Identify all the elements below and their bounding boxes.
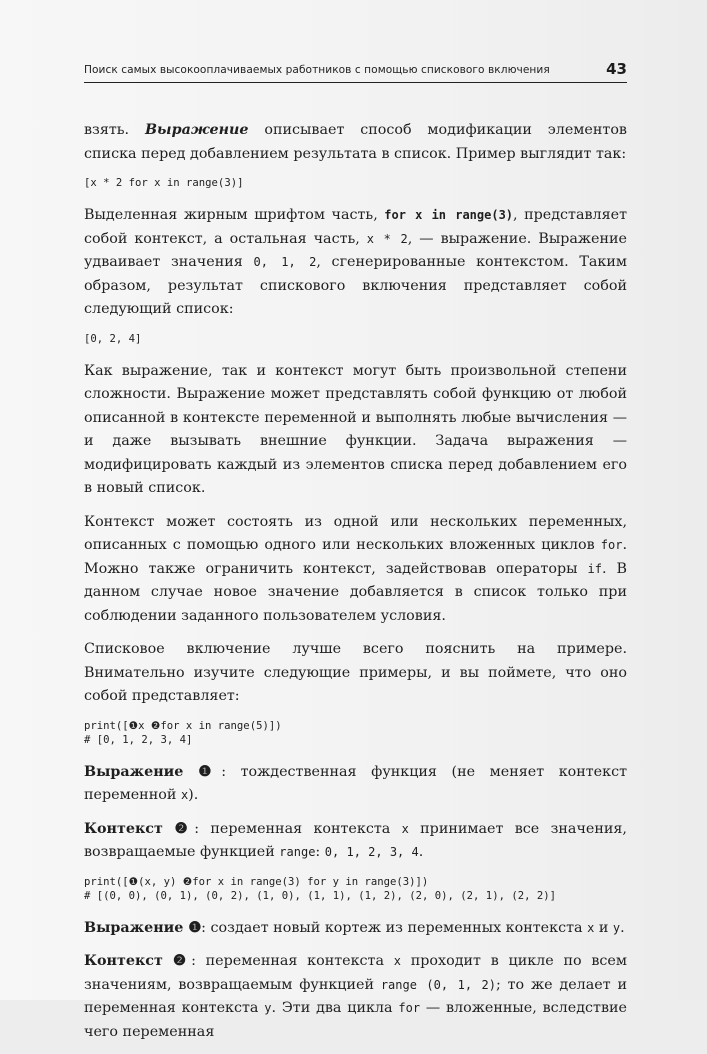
paragraph xyxy=(84,204,627,322)
code-block: [0, 2, 4] xyxy=(84,332,142,345)
text-run: : создает новый кортеж из переменных контекста xyxy=(201,919,588,936)
page-body xyxy=(84,119,627,1054)
text-run: ). xyxy=(188,787,199,803)
inline-code: for x in range(3) xyxy=(384,208,514,222)
paragraph xyxy=(84,119,627,166)
inline-code: x xyxy=(393,954,401,968)
text-run: — вложенные, вследствие чего переменная xyxy=(84,1000,627,1040)
text-run: взять. xyxy=(84,122,145,138)
text-run: описывает способ модификации элементов списка перед добавлением результата в список. Пример выглядит так: xyxy=(84,122,627,162)
text-run: . Эти два цикла xyxy=(271,1000,399,1016)
running-header xyxy=(84,58,627,83)
term-label: Выражение ❶ xyxy=(84,763,222,780)
inline-code: x xyxy=(180,788,189,802)
paragraph: Списковое включение лучше всего пояснить на примере. Внимательно изучите следующие примеры, и вы поймете, что оно собой представляет: xyxy=(84,641,627,704)
code-block: [x * 2 for x in range(3)] xyxy=(84,177,244,189)
text-run: и xyxy=(594,919,613,936)
text-run: проходит в цикле по всем значениям, возвращаемым функцией xyxy=(84,953,627,993)
inline-code: for xyxy=(600,538,623,552)
paragraph: Как выражение, так и контекст могут быть произвольной степени сложности. Выражение может представлять собой функцию от любой описанной в контексте переменной и выполнять любые вычисления — и даже вызывать внешние функции. Задача выражения — модифицировать каждый из элементов списка перед добавлением его в новый список. xyxy=(84,362,627,496)
inline-code: if xyxy=(587,561,602,576)
paragraph xyxy=(84,818,627,865)
term-label: Контекст ❷ xyxy=(84,953,192,969)
term-label: Выражение ❶ xyxy=(84,919,202,936)
text-run: ; то же делает и переменная контекста xyxy=(84,976,627,1016)
text-run: , сгенерированные контекстом. Таким образом, результат спискового включения представляет собой следующий список: xyxy=(84,254,627,317)
paragraph xyxy=(84,761,627,808)
code-block: print([❶(x, y) ❷for x in range(3) for y in range(3)]) # [(0, 0), (0, 1), (0, 2), (1, 0), (1, 1), (1, 2), (2, 0), (2, 1), (2, 2)] xyxy=(84,875,556,902)
inline-code: y xyxy=(612,920,621,935)
code-block: print([❶x ❷for x in range(5)]) # [0, 1, 2, 3, 4] xyxy=(84,719,282,746)
inline-code: 0, 1, 2 xyxy=(253,255,317,269)
text-run: принимает все значения, возвращаемые функцией xyxy=(84,820,627,860)
inline-code: x * 2 xyxy=(366,231,408,246)
text-run: Выделенная жирным шрифтом часть, xyxy=(84,207,385,223)
text-run: . xyxy=(620,919,625,936)
paragraph xyxy=(84,950,627,1044)
paragraph xyxy=(84,511,627,629)
text-run: . Можно также ограничить контекст, задействовав операторы xyxy=(84,537,627,577)
term-expression: Выражение xyxy=(144,122,249,138)
text-run: , представляет собой контекст, а остальная часть, xyxy=(84,207,627,247)
text-run: . xyxy=(418,844,424,860)
inline-code: y xyxy=(264,1001,272,1015)
running-header-title: Поиск самых высокооплачиваемых работников с помощью спискового включения xyxy=(84,64,550,76)
paragraph xyxy=(84,917,627,941)
text-run: . В данном случае новое значение добавляется в список только при соблюдении заданного пользователем условия. xyxy=(84,560,627,624)
text-run: : переменная контекста xyxy=(194,820,402,837)
text-run: : xyxy=(315,844,325,860)
term-label: Контекст ❷ xyxy=(84,820,195,837)
text-run: Контекст может состоять из одной или нескольких переменных, описанных с помощью одного или нескольких вложенных циклов xyxy=(84,513,627,553)
inline-code: x xyxy=(401,821,409,836)
text-run: , — выражение. Выражение удваивает значения xyxy=(84,230,628,270)
text-run: : тождественная функция (не меняет контекст переменной xyxy=(84,763,628,803)
inline-code: range (0, 1, 2) xyxy=(380,977,496,992)
inline-code: range xyxy=(279,845,316,859)
inline-code: 0, 1, 2, 3, 4 xyxy=(324,845,419,859)
page-number: 43 xyxy=(606,60,627,78)
inline-code: for xyxy=(398,1001,421,1015)
text-run: : переменная контекста xyxy=(191,953,394,969)
inline-code: x xyxy=(587,920,595,935)
